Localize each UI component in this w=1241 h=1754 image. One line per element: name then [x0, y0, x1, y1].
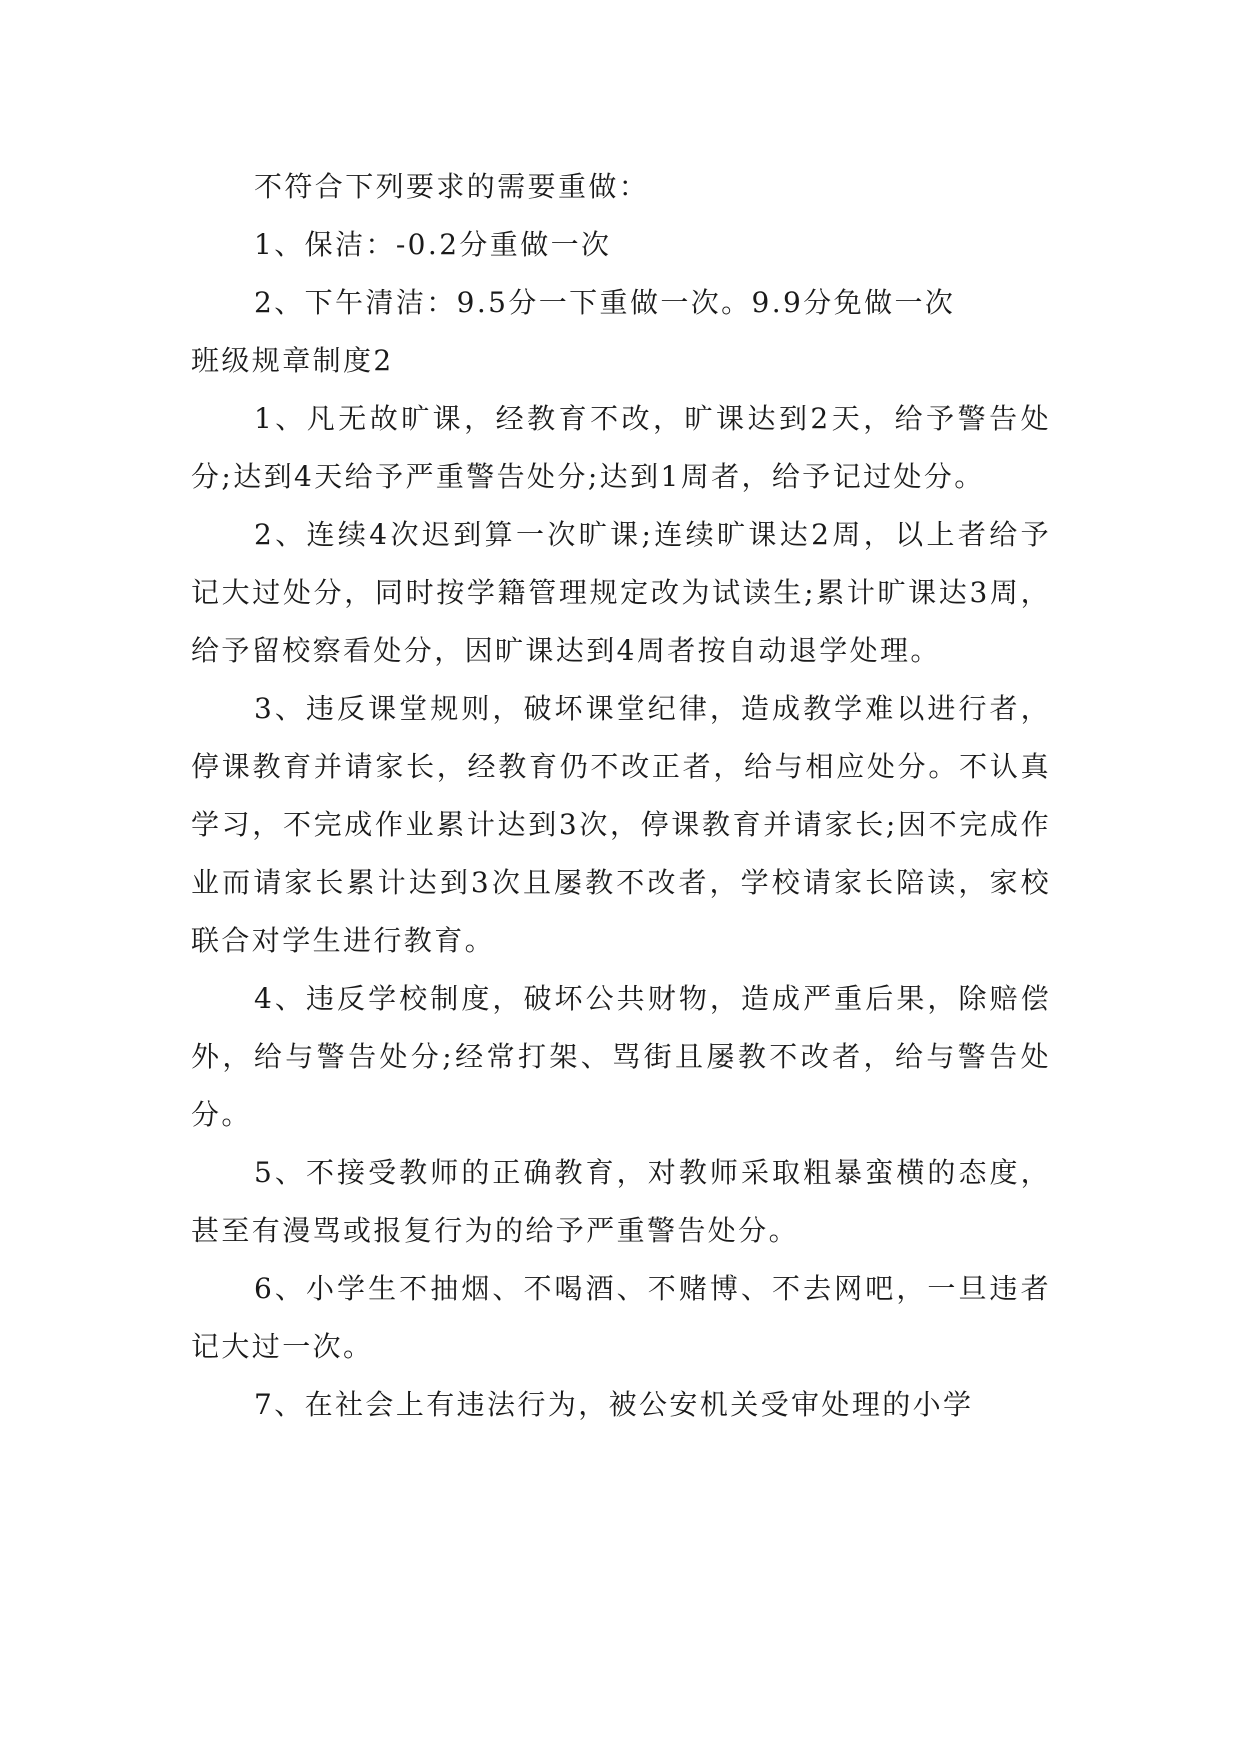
article-2: 2、连续4次迟到算一次旷课;连续旷课达2周，以上者给予记大过处分，同时按学籍管理规定改为试读生;累计旷课达3周，给予留校察看处分，因旷课达到4周者按自动退学处理。 [191, 518, 1051, 667]
article-4: 4、违反学校制度，破坏公共财物，造成严重后果，除赔偿外，给与警告处分;经常打架、骂街且屡教不改者，给与警告处分。 [191, 982, 1051, 1131]
article-5: 5、不接受教师的正确教育，对教师采取粗暴蛮横的态度，甚至有漫骂或报复行为的给予严重警告处分。 [191, 1156, 1051, 1247]
article-7: 7、在社会上有违法行为，被公安机关受审处理的小学 [254, 1388, 974, 1421]
cleaning-rule-1: 1、保洁：-0.2分重做一次 [254, 228, 612, 261]
article-1: 1、凡无故旷课，经教育不改，旷课达到2天，给予警告处分;达到4天给予严重警告处分;达到1周者，给予记过处分。 [191, 402, 1051, 493]
cleaning-rule-2: 2、下午清洁：9.5分一下重做一次。9.9分免做一次 [254, 286, 956, 319]
section-title: 班级规章制度2 [191, 344, 394, 377]
article-3: 3、违反课堂规则，破坏课堂纪律，造成教学难以进行者，停课教育并请家长，经教育仍不改正者，给与相应处分。不认真学习，不完成作业累计达到3次，停课教育并请家长;因不完成作业而请家长累计达到3次且屡教不改者，学校请家长陪读，家校联合对学生进行教育。 [191, 692, 1051, 957]
document-body [191, 158, 1051, 1434]
intro-paragraph: 不符合下列要求的需要重做： [254, 170, 650, 203]
article-6: 6、小学生不抽烟、不喝酒、不赌博、不去网吧，一旦违者记大过一次。 [191, 1272, 1051, 1363]
